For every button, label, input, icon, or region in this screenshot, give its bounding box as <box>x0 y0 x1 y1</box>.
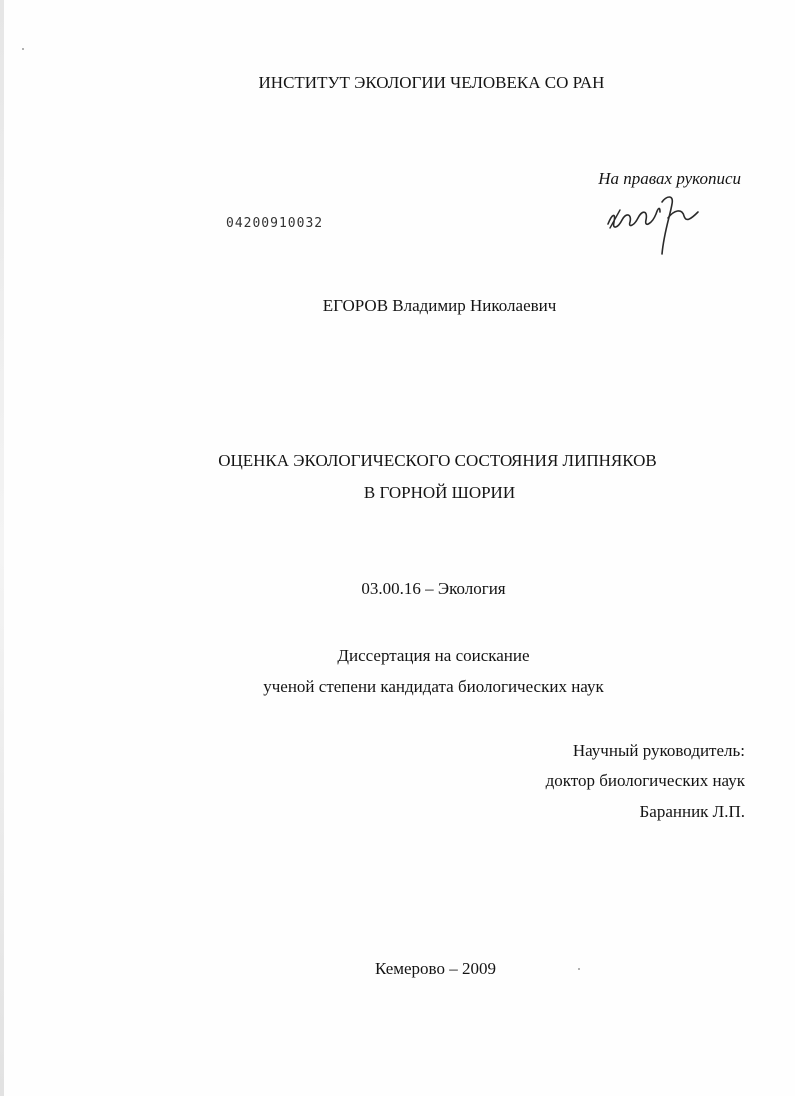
thesis-title-line-1: ОЦЕНКА ЭКОЛОГИЧЕСКОГО СОСТОЯНИЯ ЛИПНЯКОВ <box>218 451 657 470</box>
author-name: ЕГОРОВ Владимир Николаевич <box>322 296 557 315</box>
signature-icon <box>602 188 712 260</box>
registration-stamp-number: 04200910032 <box>226 216 324 231</box>
supervisor-label: Научный руководитель: <box>572 741 745 760</box>
dissertation-purpose-line-1: Диссертация на соискание <box>337 646 530 665</box>
supervisor-degree: доктор биологических наук <box>545 771 745 790</box>
dissertation-purpose-line-2: ученой степени кандидата биологических наук <box>263 677 604 696</box>
manuscript-rights-note: На правах рукописи <box>598 169 741 188</box>
specialty-code: 03.00.16 – Экология <box>361 579 506 598</box>
thesis-title-line-2: В ГОРНОЙ ШОРИИ <box>363 483 516 502</box>
institute-name: ИНСТИТУТ ЭКОЛОГИИ ЧЕЛОВЕКА СО РАН <box>258 73 605 92</box>
scan-edge-shadow <box>0 0 4 1096</box>
scan-speck <box>22 48 24 50</box>
city-year: Кемерово – 2009 <box>375 959 496 978</box>
supervisor-name: Баранник Л.П. <box>639 802 745 821</box>
